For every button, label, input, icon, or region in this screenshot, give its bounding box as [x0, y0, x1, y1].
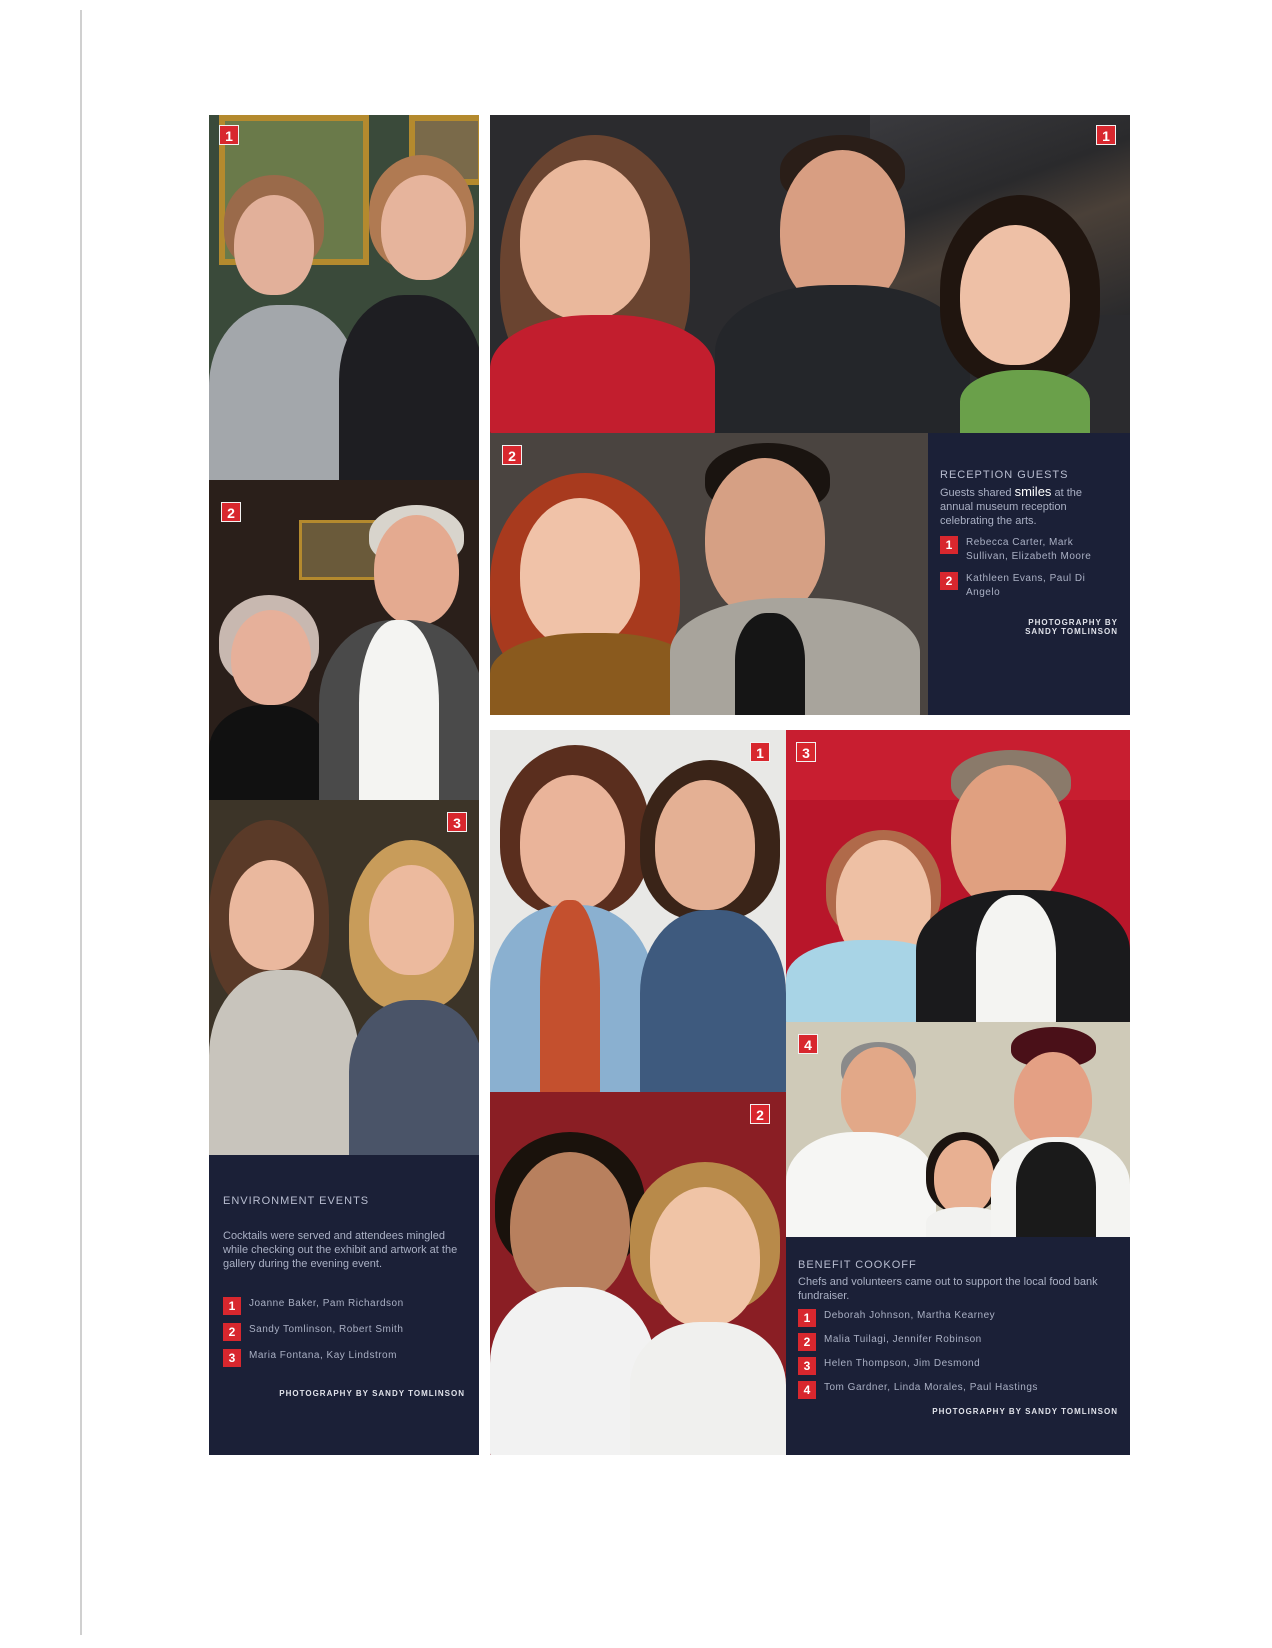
panel-heading: BENEFIT COOKOFF [798, 1259, 917, 1271]
panel-blurb: Chefs and volunteers came out to support the local food bank fundraiser. [798, 1276, 1098, 1302]
credit-line-1: PHOTOGRAPHY BY [1028, 618, 1118, 627]
photo-badge: 1 [750, 742, 770, 762]
caption-item [798, 1381, 1118, 1399]
photo-bottom-right-4 [786, 1022, 1130, 1237]
caption-panel-bottom-right [786, 1237, 1130, 1455]
blurb-post: at the annual museum reception celebrating the arts. [940, 487, 1083, 527]
caption-item [223, 1297, 465, 1315]
caption-number: 3 [798, 1357, 816, 1375]
photo-left-1 [209, 115, 479, 480]
caption-text: Kathleen Evans, Paul Di Angelo [966, 573, 1086, 598]
caption-number: 3 [223, 1349, 241, 1367]
photo-badge: 2 [502, 445, 522, 465]
photo-badge: 3 [796, 742, 816, 762]
photo-left-2 [209, 480, 479, 800]
caption-number: 1 [940, 536, 958, 554]
caption-text: Sandy Tomlinson, Robert Smith [249, 1324, 404, 1335]
photo-bottom-right-1 [490, 730, 786, 1092]
blurb-highlight: smiles [1014, 484, 1052, 499]
caption-number: 2 [223, 1323, 241, 1341]
caption-text: Deborah Johnson, Martha Kearney [824, 1310, 996, 1321]
caption-item [940, 536, 1118, 564]
photo-badge: 4 [798, 1034, 818, 1054]
caption-text: Rebecca Carter, Mark Sullivan, Elizabeth Moore [966, 537, 1092, 562]
panel-heading: ENVIRONMENT EVENTS [223, 1195, 370, 1207]
panel-heading: RECEPTION GUESTS [940, 469, 1069, 481]
photo-top-right-2 [490, 433, 928, 715]
caption-item [223, 1349, 465, 1367]
panel-blurb [940, 485, 1118, 528]
photo-top-right-1 [490, 115, 1130, 433]
photo-credit [940, 618, 1118, 636]
photo-badge: 1 [1096, 125, 1116, 145]
caption-item [798, 1357, 1118, 1375]
page-gutter-line [80, 10, 82, 1635]
caption-text: Helen Thompson, Jim Desmond [824, 1358, 981, 1369]
panel-blurb: Cocktails were served and attendees mingled while checking out the exhibit and artwork at the gallery during the evening event. [223, 1230, 458, 1270]
caption-text: Maria Fontana, Kay Lindstrom [249, 1350, 397, 1361]
photo-badge: 3 [447, 812, 467, 832]
caption-number: 1 [223, 1297, 241, 1315]
caption-item [223, 1323, 465, 1341]
caption-text: Malia Tuilagi, Jennifer Robinson [824, 1334, 982, 1345]
photo-badge: 1 [219, 125, 239, 145]
caption-number: 2 [940, 572, 958, 590]
caption-item [798, 1333, 1118, 1351]
caption-number: 2 [798, 1333, 816, 1351]
photo-left-3 [209, 800, 479, 1155]
credit-line-2: SANDY TOMLINSON [1025, 627, 1118, 636]
photo-credit: PHOTOGRAPHY BY SANDY TOMLINSON [279, 1389, 465, 1398]
photo-bottom-right-2 [490, 1092, 786, 1455]
blurb-pre: Guests shared [940, 487, 1015, 499]
caption-item [940, 572, 1118, 600]
caption-number: 4 [798, 1381, 816, 1399]
caption-text: Tom Gardner, Linda Morales, Paul Hastings [824, 1382, 1038, 1393]
photo-badge: 2 [750, 1104, 770, 1124]
caption-text: Joanne Baker, Pam Richardson [249, 1298, 404, 1309]
photo-bottom-right-3 [786, 730, 1130, 1022]
photo-badge: 2 [221, 502, 241, 522]
caption-item [798, 1309, 1118, 1327]
caption-panel-top-right [928, 433, 1130, 715]
caption-number: 1 [798, 1309, 816, 1327]
caption-panel-left [209, 1155, 479, 1455]
photo-credit: PHOTOGRAPHY BY SANDY TOMLINSON [932, 1407, 1118, 1416]
